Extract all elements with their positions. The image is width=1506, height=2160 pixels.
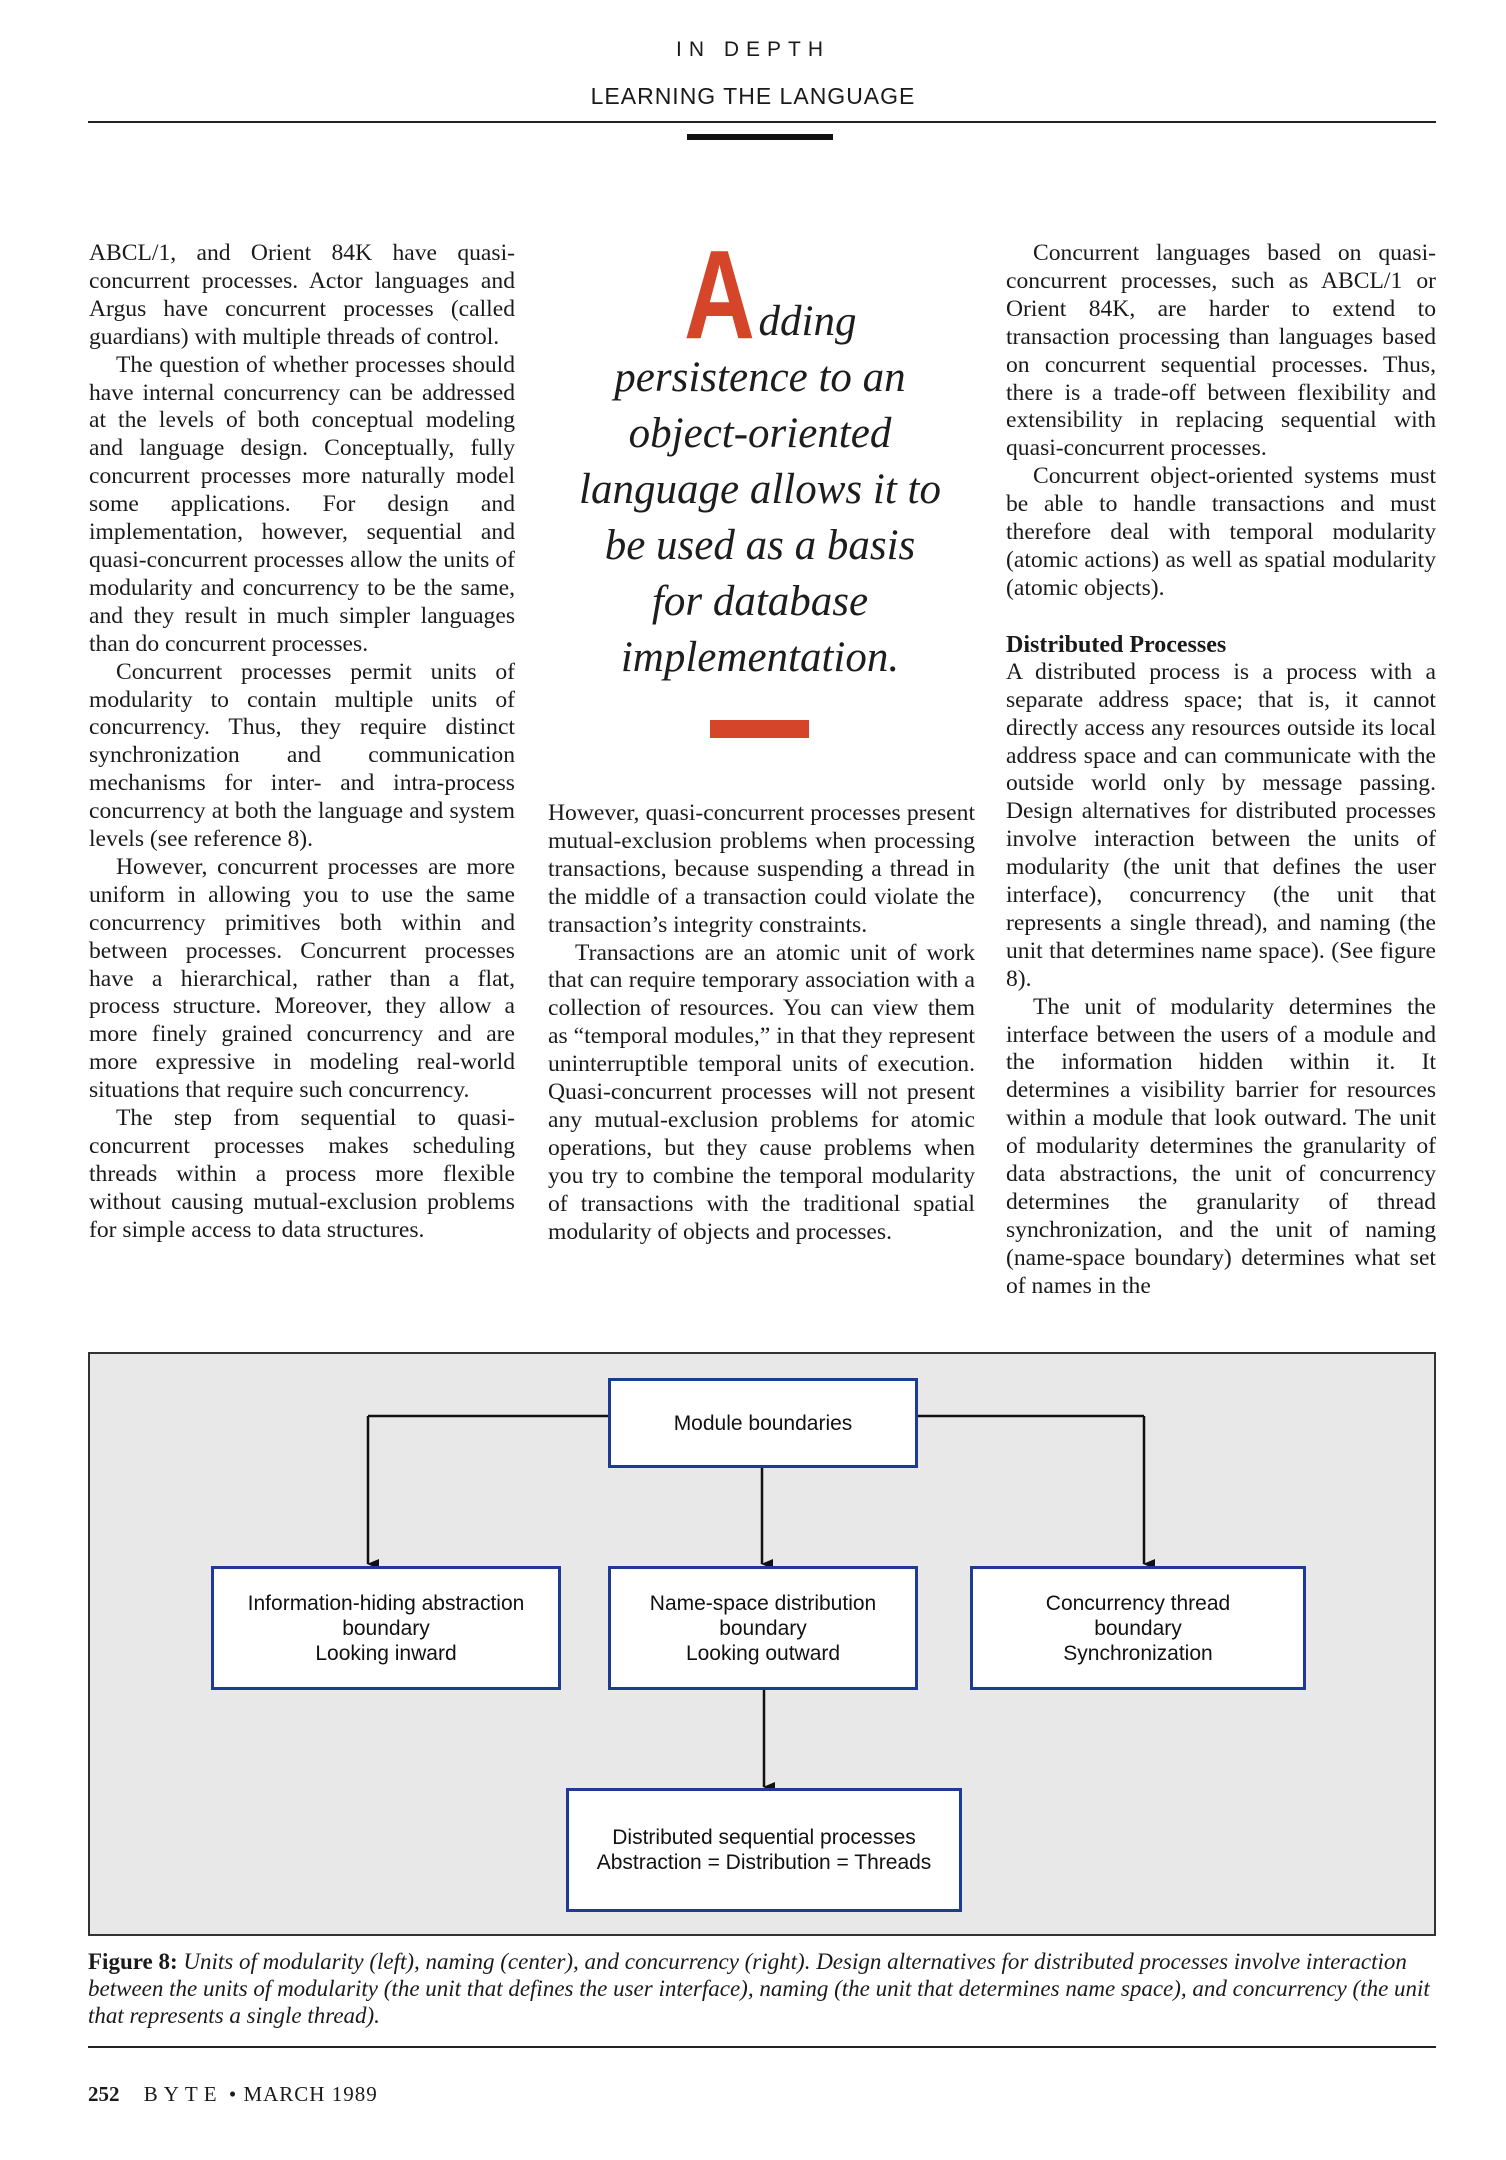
node-information-hiding <box>211 1566 561 1690</box>
paragraph: A distributed process is a process with a separate address space; that is, it cannot directly access any resources outside its local address space and can communicate with the outside world only by message passing. Design alternatives for distributed processes involve interaction between the units of modularity (the unit that defines the user interface), concurrency (the unit that represents a single thread), and naming (the unit that determines name space). (See figure 8). <box>1006 658 1436 992</box>
figure-diagram <box>88 1352 1436 1936</box>
section-title: LEARNING THE LANGUAGE <box>590 83 916 109</box>
paragraph: Concurrent object-oriented systems must be able to handle transactions and must therefore deal with temporal modularity (atomic actions) as well as spatial modularity (atomic objects). <box>1006 463 1436 601</box>
node-label: boundary <box>342 1616 430 1640</box>
footer-separator: • <box>228 2082 238 2106</box>
pull-quote-line: language allows it to <box>579 466 941 513</box>
pull-quote-line: implementation. <box>620 634 900 681</box>
caption-text: Units of modularity (left), naming (center), and concurrency (right). Design alternatives for distributed processes involve interaction between the units of modularity (the unit that defines the user interface), naming (the unit that determines name space), and concurrency (the unit that represents a single thread). <box>88 1949 1430 2028</box>
page-footer <box>88 2082 378 2107</box>
figure-label: Figure 8: <box>88 1949 178 1974</box>
paragraph: Concurrent processes permit units of modularity to contain multiple units of concurrency. Thus, they require distinct synchronization and communication mechanisms for inter- and intra-process concurrency at both the language and system levels (see reference 8). <box>89 658 515 853</box>
page-number: 252 <box>88 2082 120 2106</box>
paragraph: ABCL/1, and Orient 84K have quasi-concurrent processes. Actor languages and Argus have concurrent processes (called guardians) with multiple threads of control. <box>89 240 515 350</box>
header-rule <box>88 121 1436 123</box>
paragraph: The step from sequential to quasi-concurrent processes makes scheduling threads within a process more flexible without causing mutual-exclusion problems for simple access to data structures. <box>89 1105 515 1243</box>
paragraph: The unit of modularity determines the interface between the users of a module and the information hidden within it. It determines a visibility barrier for resources within a module that look outward. The unit of modularity determines the granularity of data abstractions, the unit of concurrency determines the granularity of thread synchronization, and the unit of naming (name-space boundary) determines what set of names in the <box>1006 993 1436 1299</box>
section-kicker: IN DEPTH <box>675 38 830 61</box>
pull-quote-line: for database <box>651 578 869 625</box>
node-label: Name-space distribution <box>649 1591 877 1615</box>
paragraph: Transactions are an atomic unit of work that can require temporary association with a collection of resources. You can view them as “temporal modules,” in that they represent uninterruptible temporal units of execution. Quasi-concurrent processes will not present any mutual-exclusion problems for atomic operations, but they cause problems when you try to combine the temporal modularity of transactions with the traditional spatial modularity of objects and processes. <box>548 939 975 1245</box>
node-label: Synchronization <box>1063 1641 1213 1665</box>
node-label: Information-hiding abstraction <box>247 1591 525 1615</box>
pull-quote <box>560 224 960 686</box>
footer-rule <box>88 2046 1436 2048</box>
column-left <box>89 240 515 1245</box>
figure-caption <box>88 1948 1436 2029</box>
pull-quote-line: persistence to an <box>614 354 906 401</box>
node-distributed-processes <box>566 1788 962 1912</box>
paragraph: However, concurrent processes are more uniform in allowing you to use the same concurrency primitives both within and between processes. Concurrent processes have a hierarchical, rather than a flat, process structure. Moreover, they allow a more finely grained concurrency and are more expressive in modeling real-world situations that require such concurrency. <box>89 853 515 1104</box>
subheading: Distributed Processes <box>1006 631 1227 658</box>
node-label: Distributed sequential processes <box>612 1826 916 1849</box>
node-label: boundary <box>719 1616 807 1640</box>
column-middle <box>548 800 975 1247</box>
node-label: Abstraction = Distribution = Threads <box>596 1851 932 1874</box>
pull-quote-line: object-oriented <box>628 410 892 457</box>
header-accent-bar <box>687 134 833 140</box>
node-label: boundary <box>1094 1616 1182 1640</box>
node-name-space <box>608 1566 918 1690</box>
magazine-name: BYTE <box>143 2082 223 2106</box>
node-label: Module boundaries <box>673 1411 853 1435</box>
pull-quote-line: dding <box>758 298 857 345</box>
node-module-boundaries <box>608 1378 918 1468</box>
paragraph: Concurrent languages based on quasi-concurrent processes, such as ABCL/1 or Orient 84K, are harder to extend to transaction processing than languages based on concurrent sequential processes. Thus, there is a trade-off between flexibility and extensibility in replacing sequential with quasi-concurrent processes. <box>1006 240 1436 462</box>
node-label: Looking inward <box>315 1641 457 1665</box>
paragraph: However, quasi-concurrent processes present mutual-exclusion problems when processing transactions, because suspending a thread in the middle of a transaction could violate the transaction’s integrity constraints. <box>548 800 975 938</box>
node-label: Looking outward <box>685 1641 841 1665</box>
pull-quote-first-line <box>560 224 960 365</box>
pull-quote-line: be used as a basis <box>604 522 916 569</box>
pull-quote-bar <box>710 720 809 738</box>
paragraph: The question of whether processes should have internal concurrency can be addressed at the levels of both conceptual modeling and language design. Conceptually, fully concurrent processes more naturally model some applications. For design and implementation, however, sequential and quasi-concurrent processes allow the units of modularity and concurrency to be the same, and they result in much simpler languages than do concurrent processes. <box>89 351 515 657</box>
column-right <box>1006 240 1436 1301</box>
node-concurrency-thread <box>970 1566 1306 1690</box>
drop-cap: A <box>683 224 755 365</box>
node-label: Concurrency thread <box>1045 1591 1231 1615</box>
issue-date: MARCH 1989 <box>243 2082 378 2106</box>
